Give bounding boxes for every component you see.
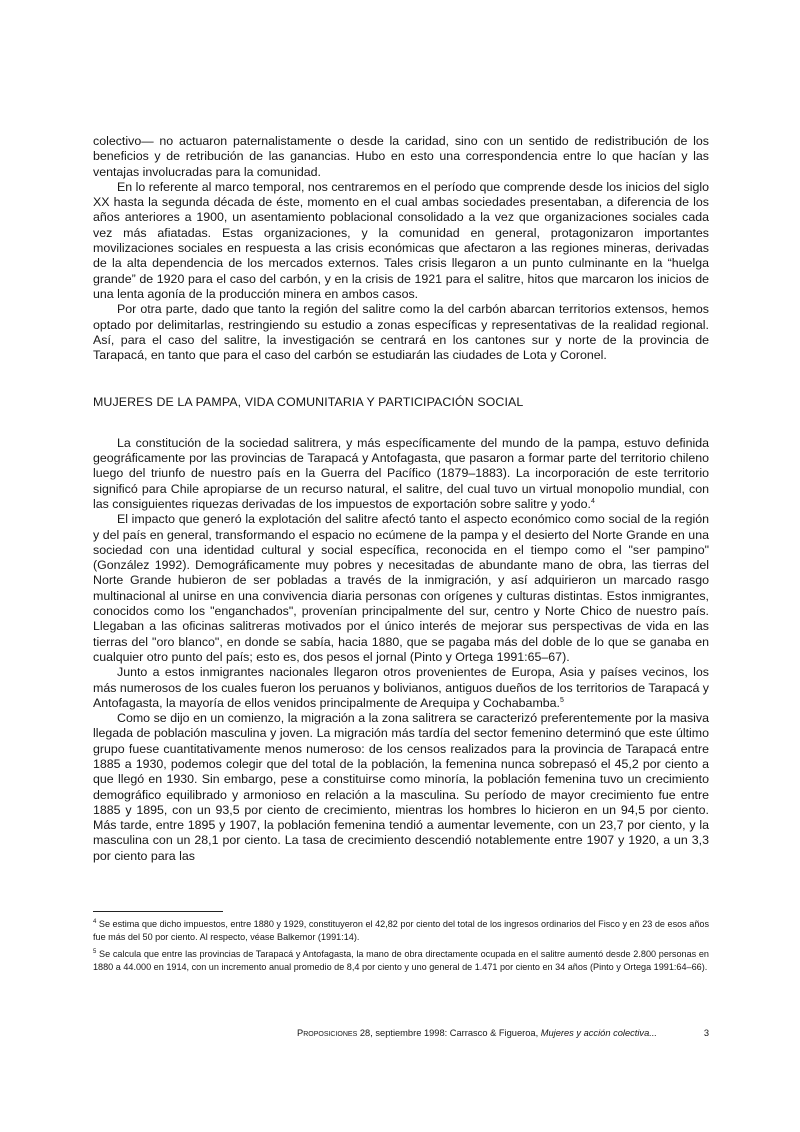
- paragraph: Por otra parte, dado que tanto la región del salitre como la del carbón abarcan territorios extensos, hemos optado por delimitarlas, restringiendo su estudio a zonas específicas y representativas de la realidad regional. Así, para el caso del salitre, la investigación se centrará en los cantones sur y norte de la provincia de Tarapacá, en tanto que para el caso del carbón se estudiarán las ciudades de Lota y Coronel.: [93, 302, 709, 363]
- footnote-ref[interactable]: 4: [590, 497, 595, 505]
- paragraph: El impacto que generó la explotación del salitre afectó tanto el aspecto económico como social de la región y del país en general, transformando el espacio no ecúmene de la pampa y el desierto del Norte Grande en una sociedad con una identidad cultural y social específica, reconocida en el tiempo como el "ser pampino" (González 1992). Demográficamente muy pobres y necesitadas de abundante mano de obra, las tierras del Norte Grande hubieron de ser pobladas a través de la inmigración, y así adquirieron un marcado rasgo multinacional al unirse en una convivencia diaria personas con orígenes y culturas distintas. Estos inmigrantes, conocidos como los "enganchados", provenían principalmente del sur, centro y Norte Chico de nuestro país. Llegaban a las oficinas salitreras motivados por el único interés de mejorar sus perspectivas de vida en las tierras del "oro blanco", en donde se sabía, hacia 1880, que se pagaba más del doble de lo que se ganaba en cualquier otro punto del país; esto es, dos pesos el jornal (Pinto y Ortega 1991:65–67).: [93, 512, 709, 664]
- article-body: [93, 134, 709, 864]
- paragraph: [93, 665, 709, 711]
- footnote-number: 5: [93, 949, 97, 956]
- article-title: Mujeres y acción colectiva...: [540, 1028, 657, 1038]
- paragraph-text: Junto a estos inmigrantes nacionales llegaron otros provenientes de Europa, Asia y países vecinos, los más numerosos de los cuales fueron los peruanos y bolivianos, antiguos dueños de los territorios de Tarapacá y Antofagasta, la mayoría de ellos venidos principalmente de Arequipa y Cochabamba.: [93, 665, 709, 710]
- paragraph: colectivo— no actuaron paternalistamente o desde la caridad, sino con un sentido de redistribución de los beneficios y de retribución de las ganancias. Hubo en esto una correspondencia entre lo que hacían y las ventajas involucradas para la comunidad.: [93, 134, 709, 179]
- footnote: [93, 918, 709, 943]
- footnote-divider: [93, 911, 223, 912]
- footnote: [93, 948, 709, 973]
- running-footer: [297, 1027, 657, 1039]
- footnote-ref[interactable]: 5: [560, 696, 564, 704]
- footnote-text: Se estima que dicho impuestos, entre 1880 y 1929, constituyeron el 42,82 por ciento del total de los ingresos ordinarios del Fisco y en 23 de esos años fue más del 50 por ciento. Al respecto, véase Balkemor (1991:14).: [93, 919, 709, 942]
- paragraph: Como se dijo en un comienzo, la migración a la zona salitrera se caracterizó preferentemente por la masiva llegada de población masculina y joven. La migración más tardía del sector femenino determinó que este último grupo fuese cuantitativamente menos numeroso: de los censos realizados para la provincia de Tarapacá entre 1885 a 1930, podemos colegir que del total de la población, la femenina nunca sobrepasó el 45,2 por ciento a que llegó en 1930. Sin embargo, pese a constituirse como minoría, la población femenina tuvo un crecimiento demográfico equilibrado y armonioso en relación a la masculina. Su período de mayor crecimiento fue entre 1885 y 1895, con un 93,5 por ciento de crecimiento, mientras los hombres lo hicieron en un 94,5 por ciento. Más tarde, entre 1895 y 1907, la población femenina tendió a aumentar levemente, con un 23,7 por ciento, y la masculina con un 28,1 por ciento. La tasa de crecimiento descendió notablemente entre 1907 y 1920, a un 3,3 por ciento para las: [93, 711, 709, 863]
- footnote-number: 4: [93, 919, 97, 925]
- journal-name: Proposiciones: [297, 1028, 358, 1038]
- paragraph-text: La constitución de la sociedad salitrera, y más específicamente del mundo de la pampa, estuvo definida geográficamente por las provincias de Tarapacá y Antofagasta, que pasaron a formar parte del territorio chileno luego del triunfo de nuestro país en la Guerra del Pacífico (1879–1883). La incorporación de este territorio significó para Chile apropiarse de un recurso natural, el salitre, del cual tuvo un virtual monopolio mundial, con las consiguientes riquezas derivadas de los impuestos de exportación sobre salitre y yodo.: [93, 435, 709, 511]
- section-heading: MUJERES DE LA PAMPA, VIDA COMUNITARIA Y PARTICIPACIÓN SOCIAL: [93, 395, 524, 410]
- paragraph: [93, 436, 709, 512]
- issue-info: 28, septiembre 1998: Carrasco & Figueroa,: [357, 1028, 541, 1038]
- footnotes: [93, 911, 709, 978]
- footnote-text: Se calcula que entre las provincias de Tarapacá y Antofagasta, la mano de obra directamente ocupada en el salitre aumentó desde 2.800 personas en 1880 a 44.000 en 1914, con un incremento anual promedio de 8,4 por ciento y uno general de 1.471 por ciento en 34 años (Pinto y Ortega 1991:64–66).: [93, 949, 709, 972]
- paragraph: En lo referente al marco temporal, nos centraremos en el período que comprende desde los inicios del siglo XX hasta la segunda década de éste, momento en el cual ambas sociedades presentaban, a diferencia de los años anteriores a 1900, un asentamiento poblacional consolidado a la vez que organizaciones sociales cada vez más afiatadas. Estas organizaciones, y la comunidad en general, protagonizaron importantes movilizaciones sociales en respuesta a las crisis económicas que afectaron a las regiones mineras, derivadas de la alta dependencia de los mercados externos. Tales crisis llegaron a un punto culminante en la “huelga grande” de 1920 para el caso del carbón, y en la crisis de 1921 para el salitre, hitos que marcaron los inicios de una lenta agonía de la producción minera en ambos casos.: [93, 179, 709, 301]
- page-number: 3: [703, 1028, 709, 1038]
